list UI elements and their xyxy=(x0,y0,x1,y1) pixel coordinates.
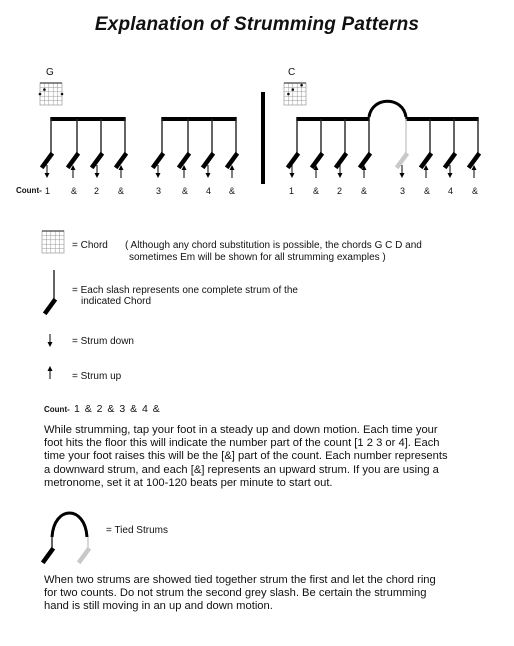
strum-slash-g1-4 xyxy=(117,119,125,166)
count-left-4: & xyxy=(118,186,125,196)
legend-slash xyxy=(46,270,54,312)
tie-arc-legend xyxy=(52,513,87,537)
page-title: Explanation of Strumming Patterns xyxy=(94,14,420,35)
arrow-g2-2 xyxy=(182,165,187,178)
explanation-paragraph xyxy=(44,424,448,490)
arrow-g1-3 xyxy=(95,165,100,178)
strum-slash-c1-2 xyxy=(313,119,321,166)
chord-diagram-g xyxy=(39,83,64,105)
arrow-g2-3 xyxy=(206,165,211,178)
arrow-c2-4 xyxy=(472,165,477,178)
strum-slash-g1-2 xyxy=(69,119,77,166)
chord-legend-diagram xyxy=(42,231,64,253)
beam-c-2 xyxy=(405,117,478,121)
count-right-6: & xyxy=(424,186,431,196)
count-left-8: & xyxy=(229,186,236,196)
strum-slash-g2-3 xyxy=(204,119,212,166)
paragraph-line: for two counts. Do not strum the second grey slash. Be certain the strumming xyxy=(44,587,427,600)
beam-c-1 xyxy=(296,117,369,121)
count-right-1: 1 xyxy=(289,186,295,196)
paragraph-line: hand is still moving in an up and down motion. xyxy=(44,600,273,613)
legend-arrow-up xyxy=(48,366,53,379)
beam-g-2 xyxy=(161,117,236,121)
count-right-2: & xyxy=(313,186,320,196)
count-left-5: 3 xyxy=(156,186,162,196)
paragraph-line: When two strums are showed tied together strum the first and let the chord ring xyxy=(44,574,436,586)
strum-slash-g2-4 xyxy=(228,119,236,166)
chord-diagram-c xyxy=(284,83,306,105)
arrow-c2-3 xyxy=(448,165,453,178)
slash-legend-1: = Each slash represents one complete strum of the xyxy=(72,285,298,296)
chord-name-c: C xyxy=(288,67,296,78)
paragraph-line: metronome, set it at 100-120 beats per minute to start out. xyxy=(44,476,333,489)
tie-arc-top xyxy=(369,101,406,117)
strum-up-legend: = Strum up xyxy=(72,371,122,382)
strum-slash-c1-4 xyxy=(361,119,369,166)
count-example-label: Count- xyxy=(44,405,70,414)
strum-slash-c1-3 xyxy=(337,119,345,166)
arrow-g2-4 xyxy=(230,165,235,178)
chord-name-g: G xyxy=(46,67,54,78)
bar-line xyxy=(261,92,265,184)
chord-legend-note-1: ( Although any chord substitution is possible, the chords G C D and xyxy=(125,240,422,251)
count-example-sequence: 1 & 2 & 3 & 4 & xyxy=(74,403,161,415)
arrow-c2-1 xyxy=(400,165,405,178)
tied-strums-legend: = Tied Strums xyxy=(106,525,168,536)
strum-down-legend: = Strum down xyxy=(72,336,134,347)
paragraph-line: a downward strum, and each [&] represents an upward strum. If you are using a xyxy=(44,463,439,476)
strum-slash-c2-4 xyxy=(470,119,478,166)
strum-slash-g1-1 xyxy=(43,119,51,166)
count-left-1: 1 xyxy=(45,186,51,196)
strum-slash-g1-3 xyxy=(93,119,101,166)
tied-paragraph xyxy=(44,574,436,614)
paragraph-line: While strumming, tap your foot in a steady up and down motion. Each time your xyxy=(44,424,438,436)
arrow-g1-4 xyxy=(119,165,124,178)
arrow-g1-1 xyxy=(45,165,50,178)
count-left-2: & xyxy=(71,186,78,196)
strum-slash-c2-1 xyxy=(398,119,406,166)
count-label-top: Count- xyxy=(16,186,42,195)
count-left-7: 4 xyxy=(206,186,212,196)
count-left-3: 2 xyxy=(94,186,100,196)
chord-legend-note-2: sometimes Em will be shown for all strumming examples ) xyxy=(129,252,386,263)
chord-legend-label: = Chord xyxy=(72,240,108,251)
arrow-g2-1 xyxy=(156,165,161,178)
strum-slash-c2-2 xyxy=(422,119,430,166)
paragraph-line: time your foot raises this will be the [&] part of the count. Each number represents xyxy=(44,450,448,463)
beam-g-1 xyxy=(50,117,125,121)
strum-slash-c2-3 xyxy=(446,119,454,166)
count-right-3: 2 xyxy=(337,186,343,196)
count-right-5: 3 xyxy=(400,186,406,196)
slash-legend-2: indicated Chord xyxy=(81,296,152,307)
paragraph-line: foot hits the floor this will indicate the number part of the count [1 2 3 or 4]. Each xyxy=(44,437,440,450)
tied-slash-1 xyxy=(44,537,52,561)
count-left-6: & xyxy=(182,186,189,196)
arrow-g1-2 xyxy=(71,165,76,178)
arrow-c2-2 xyxy=(424,165,429,178)
count-right-4: & xyxy=(361,186,368,196)
strum-slash-c1-1 xyxy=(289,119,297,166)
legend-arrow-down xyxy=(48,334,53,347)
tied-slash-2 xyxy=(80,537,88,561)
count-right-8: & xyxy=(472,186,479,196)
strum-slash-g2-1 xyxy=(154,119,162,166)
count-right-7: 4 xyxy=(448,186,454,196)
strum-slash-g2-2 xyxy=(180,119,188,166)
